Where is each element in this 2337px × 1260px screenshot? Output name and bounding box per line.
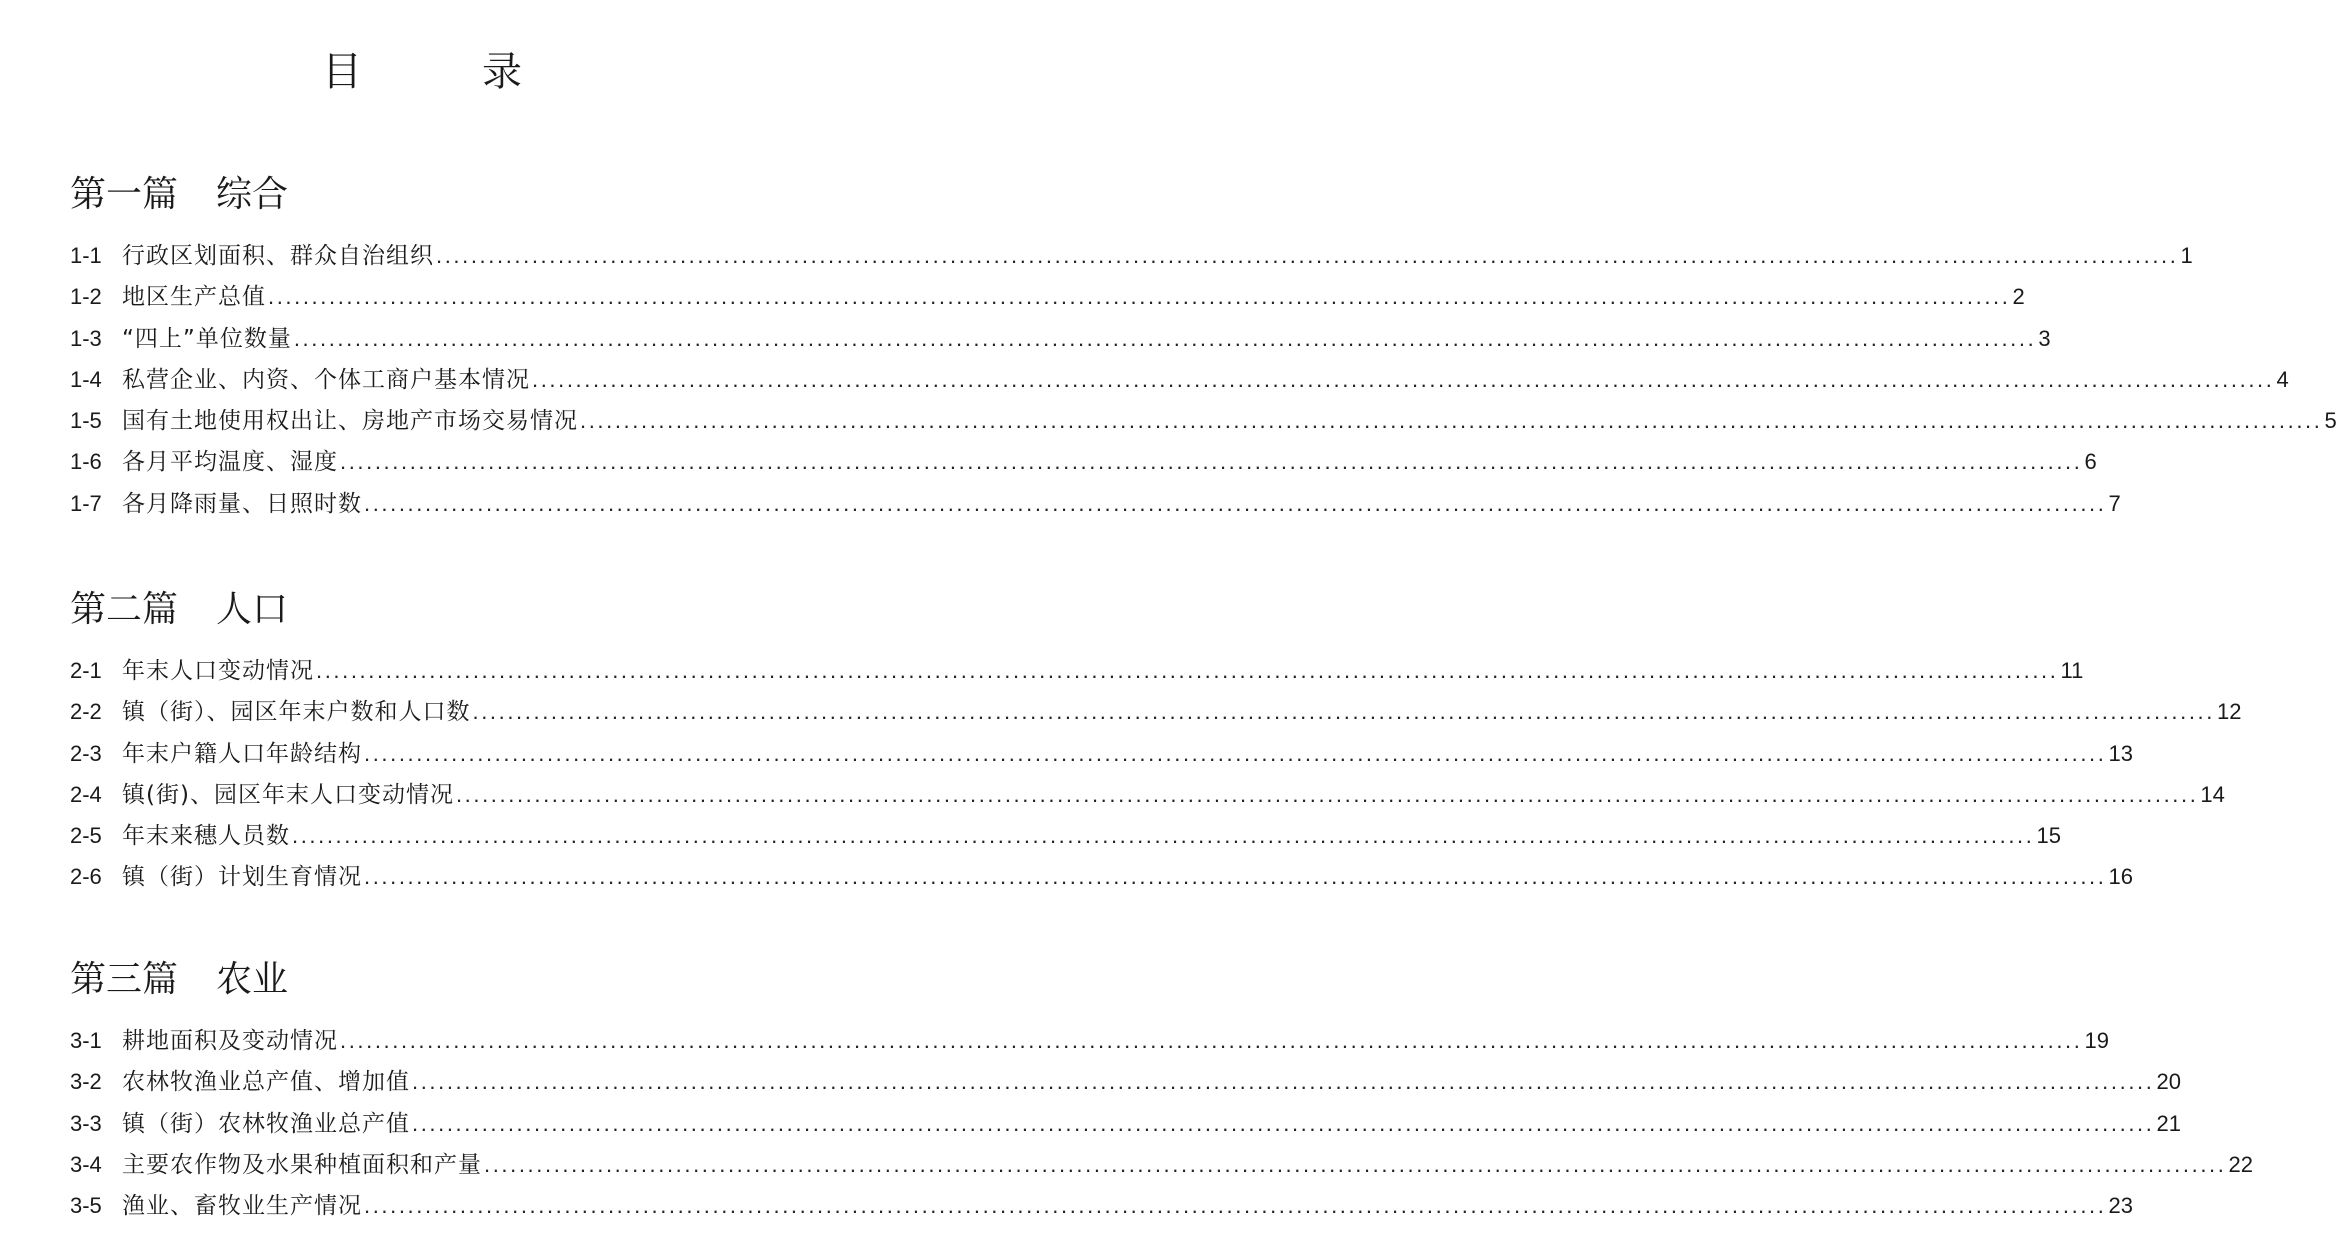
entry-title: 年末户籍人口年龄结构 <box>122 740 362 767</box>
dot-leader: ........................................................................................................................................................................................................ <box>364 864 2107 890</box>
section-1 <box>70 173 2337 524</box>
entry-page-number: 2 <box>2012 284 2025 310</box>
entry-title: 国有土地使用权出让、房地产市场交易情况 <box>122 408 578 435</box>
dot-leader: ........................................................................................................................................................................................................ <box>293 325 2037 351</box>
entry-page-number: 5 <box>2324 408 2337 434</box>
section-part-label: 第二篇 <box>70 589 179 630</box>
entry-number: 1-2 <box>70 284 102 310</box>
entry-title: 主要农作物及水果种植面积和产量 <box>122 1151 482 1178</box>
toc-list <box>70 235 2337 524</box>
dot-leader: ........................................................................................................................................................................................................ <box>455 781 2199 807</box>
dot-leader: ........................................................................................................................................................................................................ <box>472 699 2215 725</box>
entry-number: 2-2 <box>70 699 102 725</box>
section-name: 农业 <box>216 959 289 1000</box>
section-heading <box>70 958 792 1002</box>
entry-page-number: 11 <box>2060 658 2084 683</box>
entry-title: 农林牧渔业总产值、增加值 <box>122 1069 410 1096</box>
entry-title: 镇（街）计划生育情况 <box>122 864 362 891</box>
toc-entry[interactable] <box>70 235 2193 276</box>
entry-number: 3-1 <box>70 1028 102 1053</box>
toc-entry[interactable] <box>70 1020 2109 1061</box>
entry-number: 1-7 <box>70 490 102 516</box>
dot-leader: ........................................................................................................................................................................................................ <box>532 366 2275 392</box>
entry-title: 渔业、畜牧业生产情况 <box>122 1193 362 1220</box>
entry-page-number: 4 <box>2276 366 2289 392</box>
toc-entry[interactable] <box>70 691 2242 732</box>
toc-entry[interactable] <box>70 1061 2181 1102</box>
toc-entry[interactable] <box>70 856 2133 897</box>
page-title: 目 录 <box>322 49 562 95</box>
entry-number: 3-2 <box>70 1069 102 1095</box>
entry-number: 3-4 <box>70 1151 102 1177</box>
dot-leader: ........................................................................................................................................................................................................ <box>364 490 2107 516</box>
entry-number: 1-4 <box>70 366 102 392</box>
section-name: 综合 <box>216 174 289 215</box>
toc-entry[interactable] <box>70 1144 2253 1185</box>
section-3 <box>70 958 2253 1226</box>
toc-entry[interactable] <box>70 276 2025 317</box>
entry-title: 私营企业、内资、个体工商户基本情况 <box>122 366 530 393</box>
toc-entry[interactable] <box>70 774 2225 815</box>
dot-leader: ........................................................................................................................................................................................................ <box>292 823 2035 849</box>
entry-page-number: 13 <box>2108 740 2133 766</box>
toc-entry[interactable] <box>70 815 2061 856</box>
dot-leader: ........................................................................................................................................................................................................ <box>580 408 2323 434</box>
entry-title: 年末来穗人员数 <box>122 823 290 850</box>
toc-entry[interactable] <box>70 318 2051 359</box>
dot-leader: ........................................................................................................................................................................................................ <box>340 1028 2083 1053</box>
entry-title: 镇(街)、园区年末人口变动情况 <box>122 781 454 808</box>
entry-number: 1-1 <box>70 243 102 268</box>
section-part-label: 第三篇 <box>70 959 179 1000</box>
entry-title: 年末人口变动情况 <box>122 658 314 684</box>
entry-page-number: 14 <box>2200 781 2225 807</box>
entry-number: 1-3 <box>70 325 102 351</box>
toc-entry[interactable] <box>70 1103 2181 1144</box>
entry-number: 1-5 <box>70 408 102 434</box>
dot-leader: ........................................................................................................................................................................................................ <box>412 1110 2155 1136</box>
dot-leader: ........................................................................................................................................................................................................ <box>484 1151 2227 1177</box>
section-heading <box>70 173 792 217</box>
entry-number: 3-3 <box>70 1110 102 1136</box>
toc-entry[interactable] <box>70 441 2097 482</box>
entry-title: 行政区划面积、群众自治组织 <box>122 243 434 269</box>
entry-page-number: 20 <box>2156 1069 2181 1095</box>
entry-title: 镇（街）、园区年末户数和人口数 <box>122 699 471 726</box>
dot-leader: ........................................................................................................................................................................................................ <box>364 740 2107 766</box>
entry-page-number: 7 <box>2108 490 2121 516</box>
entry-title: 地区生产总值 <box>122 284 266 311</box>
section-name: 人口 <box>216 589 289 630</box>
dot-leader: ........................................................................................................................................................................................................ <box>340 449 2083 475</box>
dot-leader: ........................................................................................................................................................................................................ <box>412 1069 2155 1095</box>
toc-entry[interactable] <box>70 483 2121 524</box>
entry-title: 各月降雨量、日照时数 <box>122 490 362 517</box>
toc-entry[interactable] <box>70 359 2289 400</box>
entry-page-number: 16 <box>2108 864 2133 890</box>
entry-page-number: 19 <box>2084 1028 2109 1053</box>
toc-entry[interactable] <box>70 733 2133 774</box>
section-heading <box>70 588 792 632</box>
entry-number: 3-5 <box>70 1193 102 1219</box>
entry-page-number: 6 <box>2084 449 2097 475</box>
dot-leader: ........................................................................................................................................................................................................ <box>268 284 2011 310</box>
entry-number: 1-6 <box>70 449 102 475</box>
entry-page-number: 21 <box>2156 1110 2181 1136</box>
entry-number: 2-5 <box>70 823 102 849</box>
entry-title: 各月平均温度、湿度 <box>122 449 338 476</box>
entry-page-number: 23 <box>2108 1193 2133 1219</box>
dot-leader: ........................................................................................................................................................................................................ <box>316 658 2059 683</box>
entry-number: 2-4 <box>70 781 102 807</box>
dot-leader: ........................................................................................................................................................................................................ <box>436 243 2179 268</box>
entry-title: 镇（街）农林牧渔业总产值 <box>122 1110 410 1137</box>
toc-list <box>70 650 2242 898</box>
entry-page-number: 12 <box>2216 699 2242 725</box>
toc-entry[interactable] <box>70 1185 2133 1226</box>
entry-page-number: 22 <box>2228 1151 2253 1177</box>
section-2 <box>70 588 2242 898</box>
entry-number: 2-6 <box>70 864 102 890</box>
entry-title: 耕地面积及变动情况 <box>122 1028 338 1054</box>
entry-page-number: 3 <box>2038 325 2051 351</box>
dot-leader: ........................................................................................................................................................................................................ <box>364 1193 2107 1219</box>
toc-list <box>70 1020 2253 1226</box>
section-part-label: 第一篇 <box>70 174 179 215</box>
entry-page-number: 1 <box>2180 243 2193 268</box>
entry-title: “四上”单位数量 <box>122 325 292 352</box>
entry-number: 2-1 <box>70 658 102 683</box>
entry-page-number: 15 <box>2036 823 2061 849</box>
toc-entry[interactable] <box>70 650 2084 691</box>
toc-entry[interactable] <box>70 400 2337 441</box>
entry-number: 2-3 <box>70 740 102 766</box>
